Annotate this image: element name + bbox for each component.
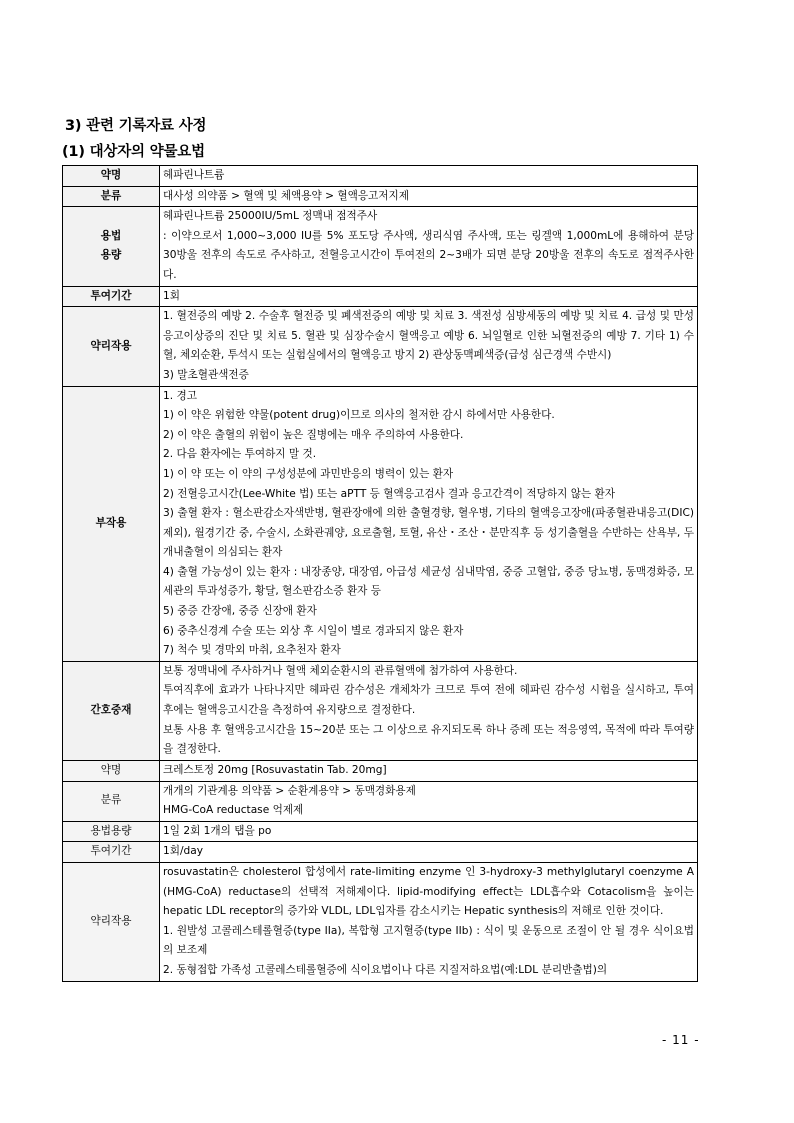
row-content: [160, 842, 698, 863]
row-content: [160, 186, 698, 207]
drug-row: [63, 186, 698, 207]
content-line: 1. 혈전증의 예방 2. 수술후 혈전증 및 폐색전증의 예방 및 치료 3. 색전성 심방세동의 예방 및 치료 4. 급성 및 만성 응고이상증의 진단 및 치료 5. 혈관 및 심장수술시 혈액응고 예방 6. 뇌일혈로 인한 뇌혈전증의 예방 7. 기타 1) 수혈, 체외순환, 투석시 또는 실험실에서의 혈액응고 방지 2) 관상동맥폐색증(급성 심근경색 수반시): [163, 310, 694, 362]
section-title: 3) 관련 기록자료 사정: [65, 118, 207, 134]
content-line: rosuvastatin은 cholesterol 합성에서 rate-limiting enzyme 인 3-hydroxy-3 methylglutaryl coenzyme A (HMG-CoA) reductase의 선택적 저해제이다. lipid-modifying effect는 LDL흡수와 Cotacolism을 높이는 hepatic LDL receptor의 증가와 VLDL, LDL입자를 감소시키는 Hepatic synthesis의 저해로 인한 것이다.: [163, 865, 694, 918]
content-line: 5) 중증 간장애, 중증 신장애 환자: [163, 605, 317, 618]
content-line: 보통 정맥내에 주사하거나 혈액 체외순환시의 관류혈액에 첨가하여 사용한다.: [163, 664, 518, 677]
content-line: 보통 사용 후 혈액응고시간을 15~20분 또는 그 이상으로 유지되도록 하나 증례 또는 적응영역, 목적에 따라 투여량을 결정한다.: [163, 723, 694, 756]
content-line: 1회/day: [163, 845, 204, 858]
row-content: [160, 307, 698, 386]
drug-row: [63, 386, 698, 661]
drug-row: [63, 821, 698, 842]
row-content: [160, 821, 698, 842]
content-line: 2) 이 약은 출혈의 위험이 높은 질병에는 매우 주의하여 사용한다.: [163, 428, 464, 441]
row-content: [160, 661, 698, 760]
row-content: [160, 781, 698, 821]
content-line: 1일 2회 1개의 탭을 po: [163, 824, 272, 837]
row-label: 용법 용량: [63, 207, 160, 286]
subsection-title: (1) 대상자의 약물요법: [62, 144, 205, 160]
drug-row: [63, 842, 698, 863]
row-content: [160, 761, 698, 782]
drug-row: [63, 166, 698, 187]
row-content: [160, 166, 698, 187]
row-label: 분류: [63, 781, 160, 821]
row-content: [160, 286, 698, 307]
content-line: 대사성 의약품 > 혈액 및 체액용약 > 혈액응고저지제: [163, 189, 409, 202]
drug-row: [63, 862, 698, 981]
content-line: 3) 출혈 환자 : 혈소판감소자색반병, 혈관장애에 의한 출혈경향, 혈우병, 기타의 혈액응고장애(파종혈관내응고(DIC) 제외), 월경기간 중, 수술시, 소화관궤양, 요로출혈, 토혈, 유산・조산・분만직후 등 성기출혈을 수반하는 산욕부, 두개내출혈이 의심되는 환자: [163, 507, 694, 559]
row-content: [160, 207, 698, 286]
drug-row: [63, 307, 698, 386]
drug-row: [63, 781, 698, 821]
drug-row: [63, 207, 698, 286]
content-line: 2. 다음 환자에는 투여하지 말 것.: [163, 448, 317, 461]
drug-table-rosuvastatin: [62, 760, 698, 982]
content-line: 1회: [163, 289, 180, 302]
row-label: 약명: [63, 761, 160, 782]
drug-row: [63, 286, 698, 307]
row-label: 분류: [63, 186, 160, 207]
row-label: 약리작용: [63, 307, 160, 386]
content-line: : 이약으로서 1,000~3,000 IU를 5% 포도당 주사액, 생리식염 주사액, 또는 링겔액 1,000mL에 용해하여 분당 30방울 전후의 속도로 주사하고, 전혈응고시간이 투여전의 2~3배가 되면 분당 20방울 전후의 속도로 점적주사한다.: [163, 229, 694, 281]
content-line: 3) 말초혈관색전증: [163, 368, 249, 381]
content-line: 6) 중추신경계 수술 또는 외상 후 시일이 별로 경과되지 않은 환자: [163, 624, 464, 637]
content-line: HMG-CoA reductase 억제제: [163, 804, 304, 817]
drug-table-heparin: [62, 165, 698, 761]
content-line: 헤파린나트륨 25000IU/5mL 정맥내 점적주사: [163, 210, 378, 223]
content-line: 1) 이 약은 위험한 약물(potent drug)이므로 의사의 철저한 감시 하에서만 사용한다.: [163, 409, 555, 422]
row-label: 간호중재: [63, 661, 160, 760]
row-label: 약명: [63, 166, 160, 187]
content-line: 4) 출혈 가능성이 있는 환자 : 내장종양, 대장염, 아급성 세균성 심내막염, 중증 고혈압, 중증 당뇨병, 동맥경화증, 모세관의 투과성증가, 황달, 혈소판감소증 환자 등: [163, 565, 694, 598]
row-label: 투여기간: [63, 286, 160, 307]
content-line: 투여직후에 효과가 나타나지만 헤파린 감수성은 개체차가 크므로 투여 전에 헤파린 감수성 시험을 실시하고, 투여 후에는 혈액응고시간을 측정하여 유지량으로 결정한다.: [163, 684, 694, 717]
content-line: 7) 척수 및 경막외 마취, 요추천자 환자: [163, 644, 341, 657]
content-line: 2) 전혈응고시간(Lee-White 법) 또는 aPTT 등 혈액응고검사 결과 응고간격이 적당하지 않는 환자: [163, 487, 616, 500]
content-line: 헤파린나트륨: [163, 169, 225, 181]
row-content: [160, 386, 698, 661]
page-number: - 11 -: [662, 1033, 700, 1047]
row-label: 용법용량: [63, 821, 160, 842]
drug-row: [63, 661, 698, 760]
content-line: 2. 동형접합 가족성 고콜레스테롤혈증에 식이요법이나 다른 지질저하요법(예:LDL 분리반출법)의: [163, 963, 608, 976]
row-label: 약리작용: [63, 862, 160, 981]
drug-row: [63, 761, 698, 782]
row-content: [160, 862, 698, 981]
content-line: 1) 이 약 또는 이 약의 구성성분에 과민반응의 병력이 있는 환자: [163, 467, 454, 480]
content-line: 개개의 기관계용 의약품 > 순환계용약 > 동맥경화용제: [163, 784, 416, 797]
row-label: 부작용: [63, 386, 160, 661]
content-line: 1. 경고: [163, 389, 197, 402]
content-line: 1. 원발성 고콜레스테롤혈증(type IIa), 복합형 고지혈증(type IIb) : 식이 및 운동으로 조절이 안 될 경우 식이요법의 보조제: [163, 924, 694, 957]
row-label: 투여기간: [63, 842, 160, 863]
content-line: 크레스토정 20mg [Rosuvastatin Tab. 20mg]: [163, 764, 387, 776]
